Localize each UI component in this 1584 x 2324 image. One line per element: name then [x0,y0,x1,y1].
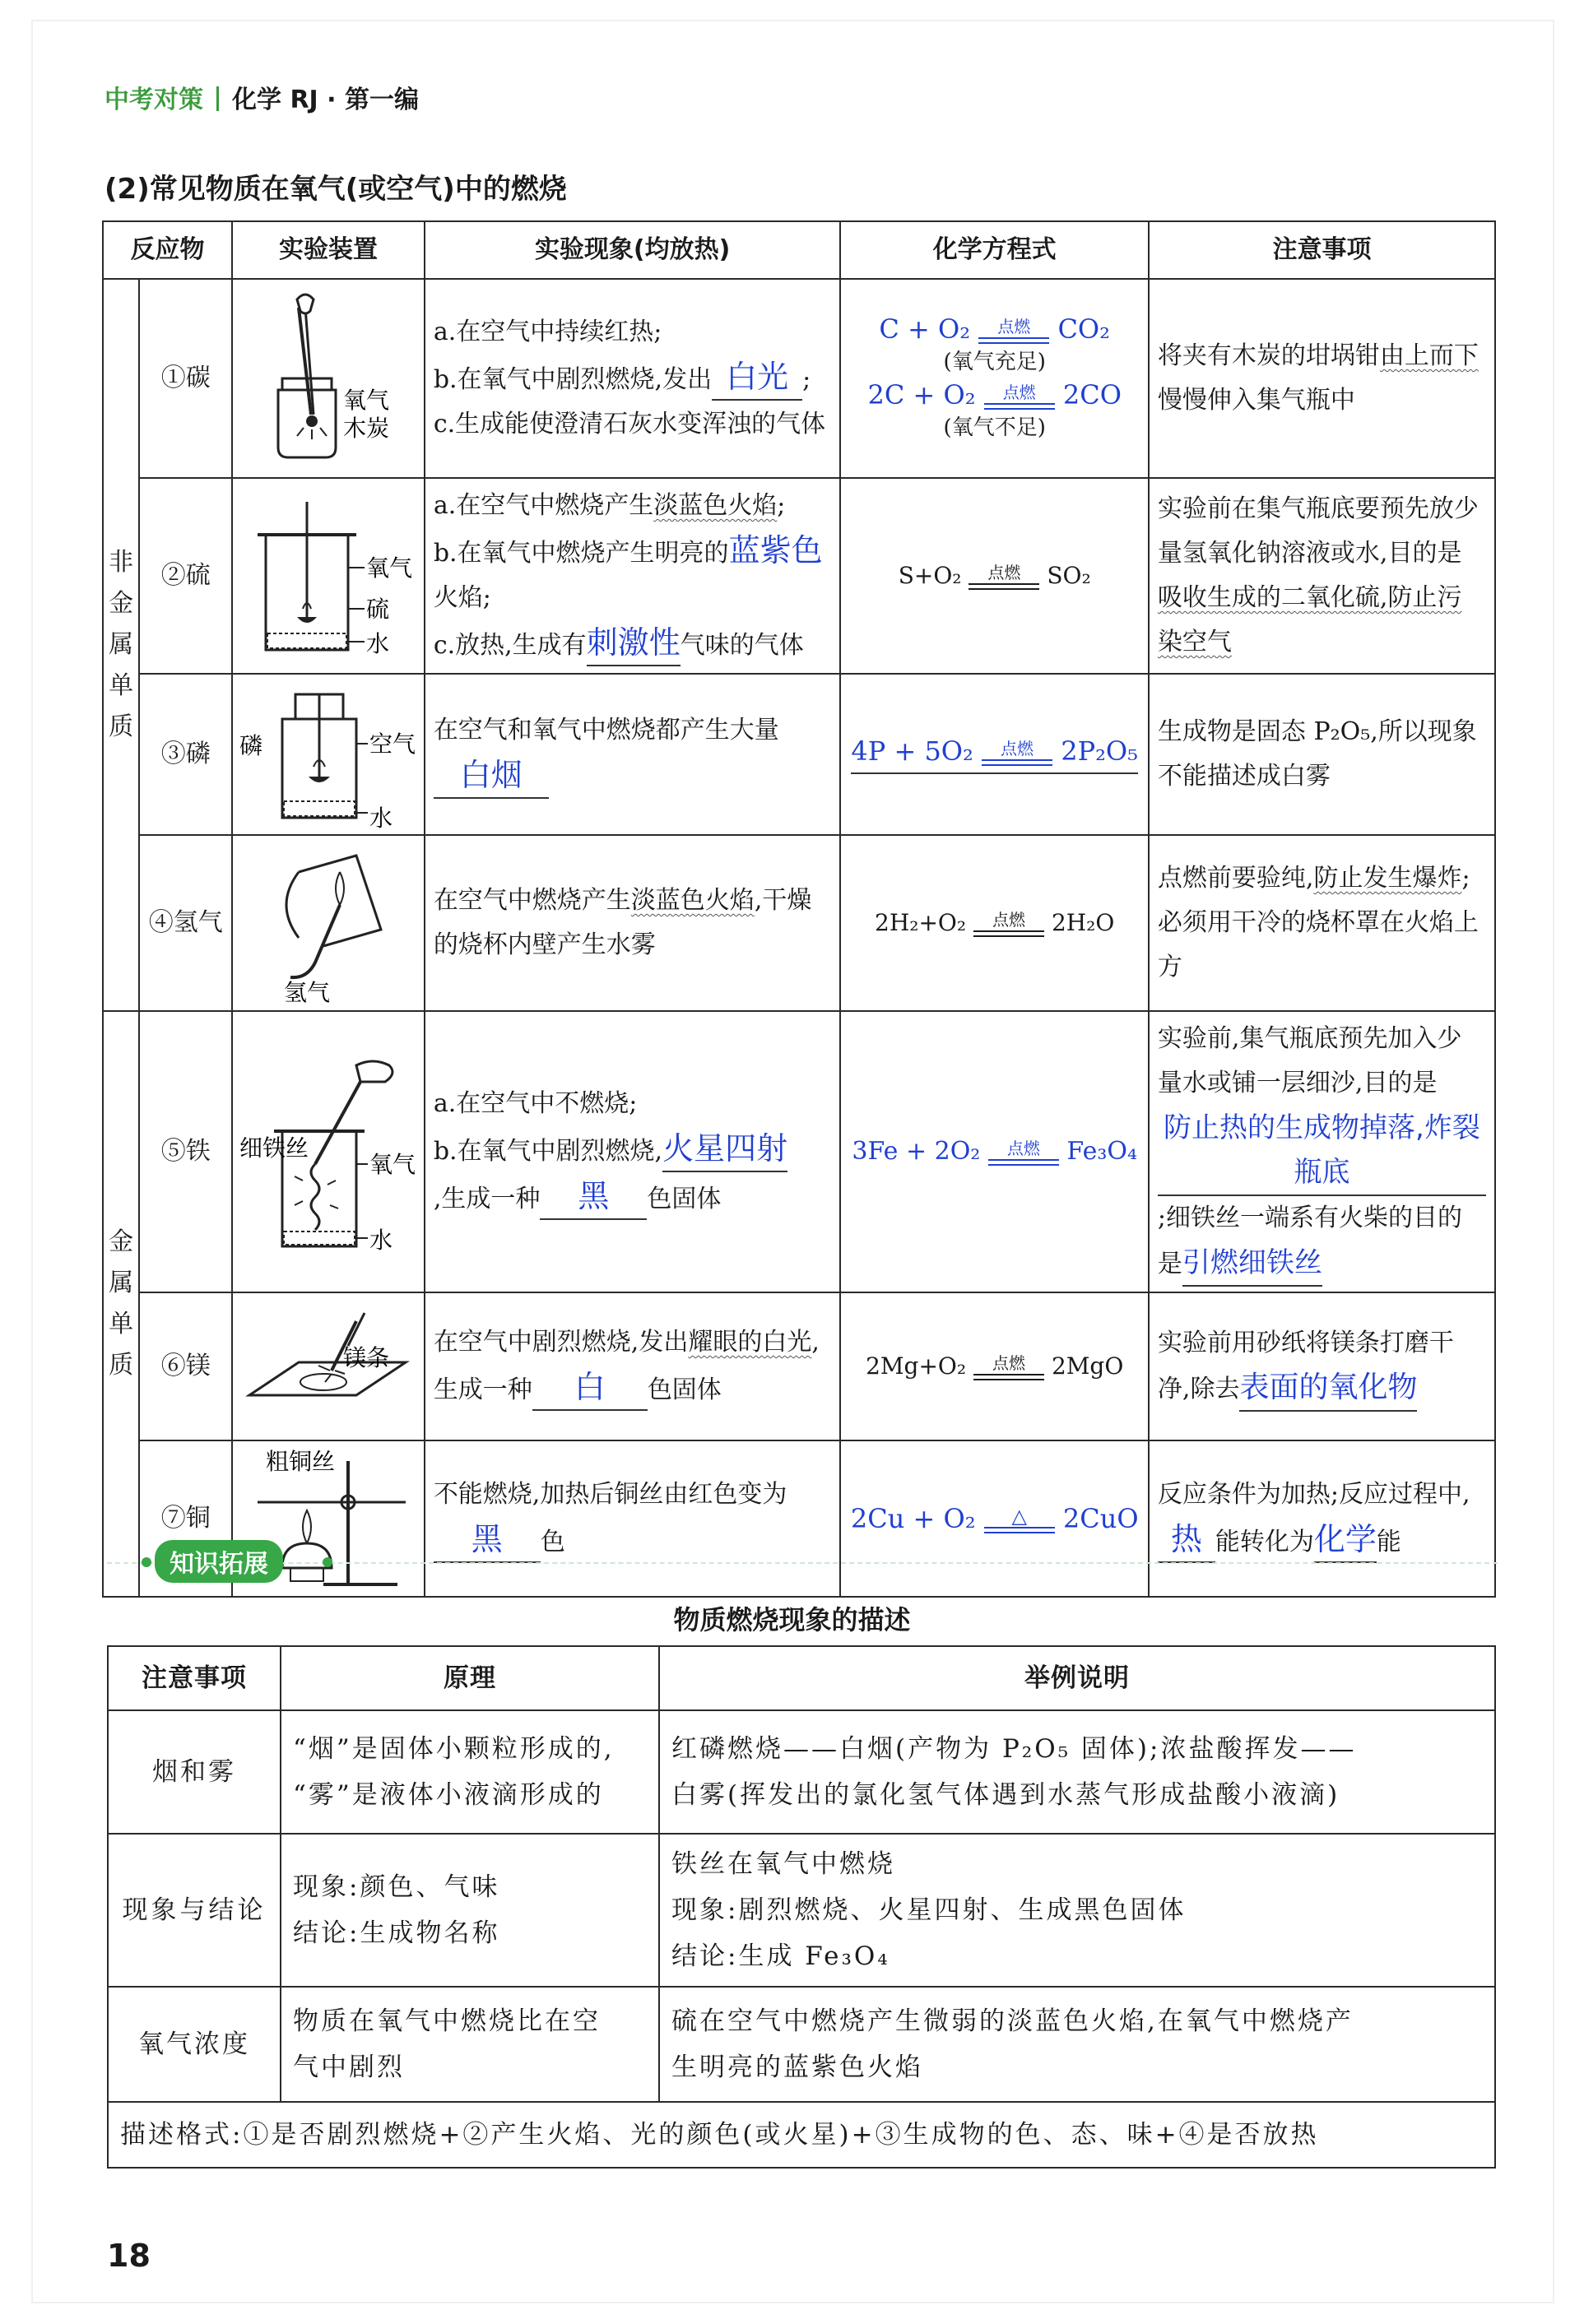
eq-right: 2CuO [1062,1503,1139,1534]
obs-text: c.放热,生成有 [433,631,587,660]
sulfur-apparatus-illustration [233,485,422,666]
note-emphasis: 防止发生爆炸 [1313,864,1462,893]
equation-magnesium [840,1292,1148,1440]
cond-text: 点燃 [1001,739,1034,758]
cond-text: 点燃 [1006,1138,1040,1158]
magnesium-apparatus-illustration [233,1297,422,1436]
example-cell [659,1710,1495,1834]
table-row [103,1292,1495,1440]
obs-text: 色固体 [647,1375,722,1404]
example-line: 硫在空气中燃烧产生微弱的淡蓝色火焰,在氧气中燃烧产 [671,2006,1354,2036]
eq-right: Fe₃O₄ [1066,1137,1137,1166]
equation-line [851,735,1138,774]
note-emphasis: 吸收生成的二氧化硫,防止污染空气 [1157,583,1462,656]
hydrogen-apparatus-illustration [233,839,422,1007]
label-oxygen: 氧气 [366,554,413,582]
equation-line [849,1135,1139,1168]
eq-left: C + O₂ [879,313,971,345]
obs-text: 气味的气体 [680,631,804,660]
section-title: (2)常见物质在氧气(或空气)中的燃烧 [105,173,567,206]
obs-text: a.在空气中不燃烧; [433,1089,638,1118]
group-metal: 金属单质 [103,1011,139,1597]
cond-text: 点燃 [1002,383,1036,402]
note-emphasis: 由上而下 [1379,341,1479,370]
reactant-hydrogen: ④氢气 [139,835,232,1011]
example-cell [659,1834,1495,1987]
obs-text: 火焰; [433,583,491,612]
answer-chemical: 化学 [1314,1517,1377,1563]
reactant-sulfur: ②硫 [139,478,232,674]
table-row [103,1440,1495,1597]
eq-left: 2H₂+O₂ [875,909,967,936]
eq-condition [982,740,1052,766]
example-line: 现象:剧烈燃烧、火星四射、生成黑色固体 [671,1895,1187,1925]
equation-hydrogen [840,835,1148,1011]
cond-text: 点燃 [997,317,1031,336]
item-smoke-fog: 烟和雾 [108,1710,281,1834]
label-oxygen: 氧气 [343,387,390,414]
label-magnesium-ribbon: 镁条 [343,1344,390,1371]
eq-condition [973,912,1044,937]
iron-apparatus-illustration [233,1041,422,1263]
cond-text: △ [1011,1505,1027,1528]
principle-line: 物质在氧气中燃烧比在空 [293,2006,601,2036]
note-text: 慢慢伸入集气瓶中 [1157,386,1355,415]
equation-line [849,313,1139,346]
principle-line: 气中剧烈 [293,2053,405,2082]
table-row [108,1987,1495,2102]
apparatus-iron [232,1011,425,1292]
tag-dot-right [323,1557,332,1567]
phenomenon-carbon [425,279,841,478]
eq-condition [984,1505,1055,1533]
equation-line [849,1502,1139,1535]
eq-condition [988,1140,1059,1166]
label-charcoal: 木炭 [343,415,390,442]
obs-text: b.在氧气中剧烈燃烧,发出 [433,365,713,394]
answer-black: 黑 [434,1517,541,1563]
table-header-row [108,1646,1495,1710]
phenomenon-iron [425,1011,841,1292]
phenomenon-hydrogen [425,835,841,1011]
obs-text: 在空气和氧气中燃烧都产生大量 [433,716,779,745]
eq-right: 2CO [1062,379,1122,411]
page-number: 18 [107,2238,151,2274]
header-item: 注意事项 [108,1646,281,1710]
header-phenomenon: 实验现象(均放热) [425,221,841,279]
label-sulfur: 硫 [366,596,390,623]
principle-cell [281,1987,659,2102]
answer-blue-violet: 蓝紫色 [728,532,823,568]
table-row [103,1011,1495,1292]
note-text: 能转化为 [1215,1528,1314,1556]
obs-text: a.在空气中持续红热; [433,318,662,346]
obs-text: 在空气中剧烈燃烧,发出 [433,1328,689,1357]
reactant-phosphorus: ③磷 [139,674,232,835]
group-nonmetal: 非金属单质 [103,279,139,1011]
obs-text: ,生成一种 [433,1185,541,1213]
item-phenomenon-conclusion: 现象与结论 [108,1834,281,1987]
obs-emphasis: 淡蓝色火焰 [630,886,755,915]
notes-copper [1149,1440,1495,1597]
table-row [103,835,1495,1011]
description-table [107,1645,1496,2169]
extension-divider [107,1562,1498,1564]
tag-dot-left [142,1557,151,1567]
phenomenon-phosphorus [425,674,841,835]
subject-label: 化学 RJ · 第一编 [232,86,419,114]
obs-emphasis: 淡蓝色火焰 [653,491,778,520]
item-oxygen-concentration: 氧气浓度 [108,1987,281,2102]
reactant-iron: ⑤铁 [139,1011,232,1292]
equation-sulfur [840,478,1148,674]
example-line: 结论:生成 Fe₃O₄ [671,1941,890,1971]
label-water: 水 [369,805,393,831]
obs-text: ,生成一种 [433,1328,820,1404]
obs-text: ; [777,491,786,520]
eq-left: 4P + 5O₂ [851,735,973,767]
obs-text: 色固体 [647,1185,722,1213]
note-text: ;细铁丝一端系有火柴的目的是 [1157,1204,1463,1278]
eq-note: (氧气不足) [943,415,1046,440]
header-principle: 原理 [281,1646,659,1710]
eq-condition [978,318,1049,344]
principle-cell [281,1834,659,1987]
note-text: 实验前用砂纸将镁条打磨干净,除去 [1157,1329,1454,1403]
label-water: 水 [366,630,390,657]
equation-phosphorus [840,674,1148,835]
notes-iron [1149,1011,1495,1292]
answer-sparks: 火星四射 [662,1126,787,1172]
phenomenon-magnesium [425,1292,841,1440]
answer-black: 黑 [540,1174,647,1220]
example-line: 白雾(挥发出的氯化氢气体遇到水蒸气形成盐酸小液滴) [671,1780,1340,1810]
notes-magnesium [1149,1292,1495,1440]
answer-prevent-crack: 防止热的生成物掉落,炸裂瓶底 [1158,1106,1486,1196]
equation-line [849,907,1139,939]
label-fine-iron-wire: 细铁丝 [239,1134,309,1162]
note-text: 实验前,集气瓶底预先加入少量水或铺一层细沙,目的是 [1157,1024,1462,1097]
note-text: 实验前在集气瓶底要预先放少量氢氧化钠溶液或水,目的是 [1157,494,1479,568]
table-row [108,1834,1495,1987]
page-header [105,79,419,115]
notes-sulfur [1149,478,1495,674]
reactant-carbon: ①碳 [139,279,232,478]
cond-text: 点燃 [992,910,1026,930]
header-notes: 注意事项 [1149,221,1495,279]
combustion-table [102,220,1496,1598]
example-line: 生明亮的蓝紫色火焰 [671,2053,923,2082]
eq-right: 2P₂O₅ [1061,735,1138,767]
note-text: ;必须用干冷的烧杯罩在火焰上方 [1157,864,1479,981]
label-hydrogen: 氢气 [284,979,331,1006]
equation-line [849,1350,1139,1383]
obs-text: b.在氧气中剧烈燃烧, [433,1137,663,1166]
obs-text: b.在氧气中燃烧产生明亮的 [433,539,729,568]
phenomenon-copper [425,1440,841,1597]
apparatus-hydrogen [232,835,425,1011]
note-text: 将夹有木炭的坩埚钳 [1157,341,1380,370]
answer-pungent: 刺激性 [587,620,681,666]
eq-right: 2MgO [1051,1352,1124,1380]
example-line: 铁丝在氧气中燃烧 [671,1849,895,1879]
eq-condition [973,1355,1044,1380]
reactant-magnesium: ⑥镁 [139,1292,232,1440]
note-text: 反应条件为加热;反应过程中, [1157,1480,1470,1509]
table-footer-row [108,2102,1495,2168]
cond-text: 点燃 [987,563,1021,582]
eq-left: 2Mg+O₂ [866,1352,967,1380]
answer-oxide-layer: 表面的氧化物 [1239,1366,1417,1412]
header-divider [216,86,219,111]
header-reactant: 反应物 [103,221,232,279]
table-row [103,279,1495,478]
series-name: 中考对策 [105,86,203,114]
note-text: 点燃前要验纯, [1157,864,1314,893]
eq-left: 3Fe + 2O₂ [852,1137,981,1166]
eq-left: 2C + O₂ [867,379,976,411]
eq-right: 2H₂O [1051,909,1115,936]
phenomenon-sulfur [425,478,841,674]
description-format: 描述格式:①是否剧烈燃烧+②产生火焰、光的颜色(或火星)+③生成物的色、态、味+④是否放热 [108,2102,1495,2168]
obs-text: 色 [540,1528,565,1556]
obs-emphasis: 耀眼的白光 [688,1328,812,1357]
extension-tag: 知识拓展 [155,1540,283,1583]
label-phosphorus: 磷 [239,732,263,759]
table-header-row [103,221,1495,279]
eq-left: 2Cu + O₂ [850,1503,976,1534]
obs-text: a.在空气中燃烧产生 [433,491,654,520]
apparatus-magnesium [232,1292,425,1440]
notes-hydrogen [1149,835,1495,1011]
equation-carbon [840,279,1148,478]
notes-phosphorus: 生成物是固态 P₂O₅,所以现象不能描述成白雾 [1149,674,1495,835]
obs-text: 不能燃烧,加热后铜丝由红色变为 [433,1480,787,1509]
obs-text: ,干燥的烧杯内壁产生水雾 [433,886,812,959]
extension-title: 物质燃烧现象的描述 [673,1604,911,1635]
header-equation: 化学方程式 [840,221,1148,279]
eq-condition [984,384,1055,410]
header-apparatus: 实验装置 [232,221,425,279]
example-line: 红磷燃烧——白烟(产物为 P₂O₅ 固体);浓盐酸挥发—— [671,1734,1357,1764]
phosphorus-apparatus-illustration [233,678,422,831]
obs-text: ; [802,365,811,394]
apparatus-phosphorus [232,674,425,835]
equation-iron [840,1011,1148,1292]
eq-left: S+O₂ [898,562,962,589]
label-water: 水 [369,1227,393,1254]
table-row [103,478,1495,674]
eq-right: CO₂ [1057,313,1110,345]
notes-carbon [1149,279,1495,478]
header-example: 举例说明 [659,1646,1495,1710]
obs-text: 在空气中燃烧产生 [433,886,631,915]
principle-line: 结论:生成物名称 [293,1918,500,1948]
principle-line: “烟”是固体小颗粒形成的, [293,1734,615,1764]
equation-line [849,559,1139,592]
obs-text: c.生成能使澄清石灰水变浑浊的气体 [433,410,826,438]
answer-heat: 热 [1158,1517,1215,1563]
principle-line: 现象:颜色、气味 [293,1872,500,1902]
answer-white-light: 白光 [712,355,802,401]
reactant-copper: ⑦铜 [139,1440,232,1597]
carbon-apparatus-illustration [233,283,422,474]
answer-white: 白 [532,1365,648,1411]
eq-condition [969,564,1039,590]
label-oxygen: 氧气 [369,1151,416,1178]
equation-copper [840,1440,1148,1597]
label-copper-wire: 粗铜丝 [266,1448,336,1475]
table-row [103,674,1495,835]
table-row [108,1710,1495,1834]
example-cell [659,1987,1495,2102]
answer-ignite-wire: 引燃细铁丝 [1182,1241,1322,1287]
label-air: 空气 [369,731,416,758]
eq-right: SO₂ [1047,562,1091,589]
cond-text: 点燃 [992,1353,1026,1373]
eq-note: (氧气充足) [943,350,1046,374]
principle-line: “雾”是液体小液滴形成的 [293,1780,604,1810]
apparatus-carbon [232,279,425,478]
note-text: 能 [1376,1528,1401,1556]
principle-cell [281,1710,659,1834]
apparatus-sulfur [232,478,425,674]
answer-white-smoke: 白烟 [434,753,549,799]
equation-line [849,378,1139,411]
